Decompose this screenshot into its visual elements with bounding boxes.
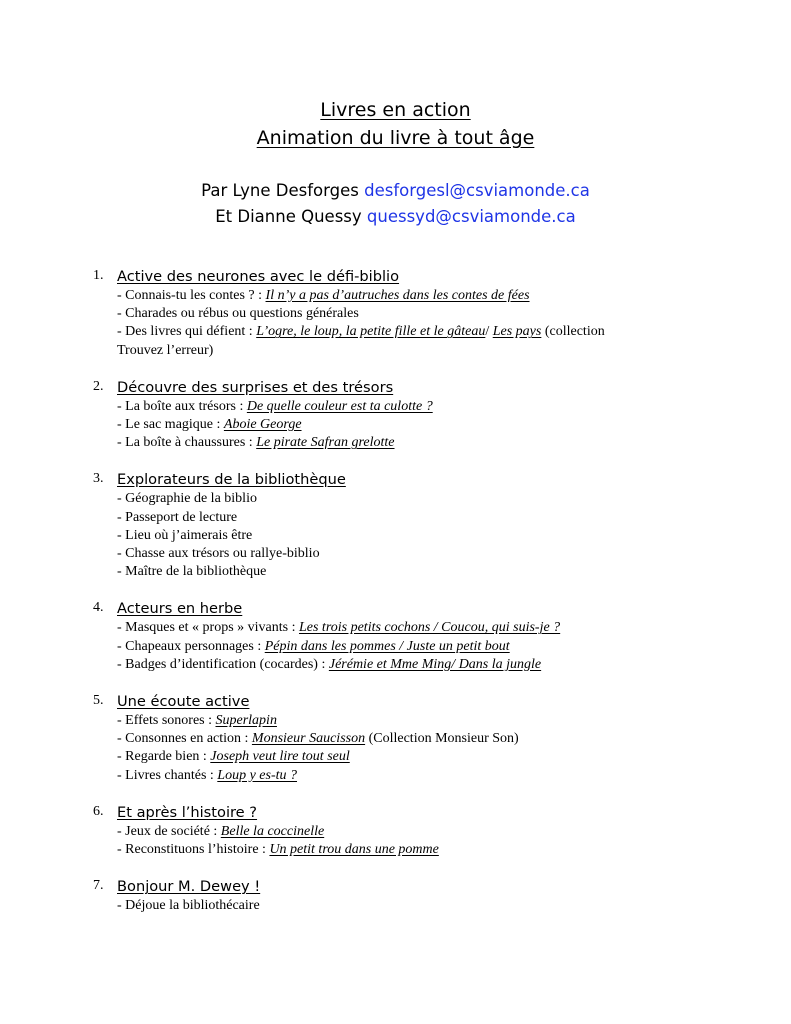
section-number: 1. [93, 268, 104, 283]
list-item [117, 509, 733, 527]
list-item [117, 841, 733, 859]
item-text: - Effets sonores : [117, 713, 216, 729]
item-text: - La boîte à chaussures : [117, 435, 257, 451]
list-item [117, 823, 733, 841]
book-title: Les trois petits cochons / Coucou, qui suis-je ? [298, 620, 561, 636]
section-heading: Active des neurones avec le défi-biblio [117, 268, 400, 285]
activity-list [93, 266, 733, 932]
book-title: De quelle couleur est ta culotte ? [246, 398, 433, 414]
list-item [117, 305, 733, 323]
item-note: (Collection Monsieur Son) [365, 731, 519, 747]
section-heading: Acteurs en herbe [117, 600, 243, 618]
book-title: Monsieur Saucisson [251, 731, 366, 747]
item-text: - Masques et « props » vivants : [117, 620, 299, 636]
list-item [117, 767, 733, 785]
book-title: L’ogre, le loup, la petite fille et le gâteau [256, 324, 486, 340]
list-item [117, 638, 733, 656]
book-title: Il n’y a pas d’autruches dans les contes de fées [265, 288, 530, 303]
section-number: 4. [93, 600, 104, 616]
item-text: - Jeux de société : [117, 823, 221, 839]
list-item [117, 897, 733, 915]
book-title: Superlapin [215, 713, 277, 729]
list-item [117, 527, 733, 545]
item-text: - Maître de la bibliothèque [117, 564, 267, 580]
list-item [117, 748, 733, 766]
section-number: 6. [93, 803, 104, 819]
list-item [117, 398, 733, 416]
item-note: (collection [541, 324, 605, 340]
book-title: Pépin dans les pommes / Juste un petit bout [264, 638, 510, 654]
item-text: - Connais-tu les contes ? : [117, 288, 266, 303]
list-section [93, 266, 733, 360]
book-title: Loup y es-tu ? [217, 767, 298, 783]
list-item [117, 563, 733, 581]
title-line-1: Livres en action [320, 99, 471, 121]
item-text: - Des livres qui défient : [117, 324, 257, 340]
list-section [93, 598, 733, 674]
section-number: 3. [93, 471, 104, 487]
section-heading: Bonjour M. Dewey ! [117, 878, 261, 896]
title-line-2: Animation du livre à tout âge [256, 127, 535, 149]
section-heading: Et après l’histoire ? [117, 803, 258, 821]
item-text: - Déjoue la bibliothécaire [117, 898, 260, 914]
author-2-name: Et Dianne Quessy [215, 207, 367, 226]
book-title: Aboie George [223, 417, 302, 433]
item-text: - Le sac magique : [117, 417, 224, 433]
book-title: Joseph veut lire tout seul [210, 749, 350, 765]
item-text: - Chapeaux personnages : [117, 638, 265, 654]
authors-block [0, 178, 791, 230]
author-2-email-link[interactable]: quessyd@csviamonde.ca [366, 207, 576, 226]
item-text: - Lieu où j’aimerais être [117, 527, 253, 543]
list-item [117, 287, 733, 305]
item-text: - Livres chantés : [117, 767, 218, 783]
list-item [117, 545, 733, 563]
list-item-continuation: Trouvez l’erreur) [117, 342, 214, 358]
list-item [117, 730, 733, 748]
section-number: 2. [93, 378, 104, 394]
list-section [93, 802, 733, 859]
list-section [93, 469, 733, 581]
section-heading: Une écoute active [117, 693, 250, 711]
item-text: - Passeport de lecture [117, 509, 238, 525]
author-1-name: Par Lyne Desforges [201, 181, 365, 200]
list-item [117, 490, 733, 508]
title-block [0, 96, 791, 152]
item-text: - Géographie de la biblio [117, 491, 257, 507]
author-2 [0, 204, 791, 230]
section-heading: Découvre des surprises et des trésors [117, 378, 394, 396]
item-separator: / [485, 324, 493, 340]
section-heading: Explorateurs de la bibliothèque [117, 471, 346, 489]
item-text: - Badges d’identification (cocardes) : [117, 656, 329, 672]
list-item [117, 619, 733, 637]
author-1 [0, 178, 791, 204]
list-item [117, 712, 733, 730]
section-number: 5. [93, 693, 104, 709]
author-1-email-link[interactable]: desforgesl@csviamonde.ca [364, 181, 590, 200]
list-section [93, 876, 733, 915]
list-section [93, 691, 733, 785]
item-text: - Regarde bien : [117, 749, 211, 765]
book-title: Belle la coccinelle [220, 823, 325, 839]
item-text: - Chasse aux trésors ou rallye-biblio [117, 546, 320, 562]
item-text: - Consonnes en action : [117, 731, 252, 747]
list-item [117, 416, 733, 434]
item-text: - La boîte aux trésors : [117, 398, 247, 414]
book-title: Les pays [492, 324, 542, 340]
book-title: Un petit trou dans une pomme [269, 842, 439, 858]
list-item [117, 434, 733, 452]
section-number: 7. [93, 878, 104, 894]
item-text: - Reconstituons l’histoire : [117, 842, 270, 858]
book-title: Le pirate Safran grelotte [256, 435, 395, 451]
list-section [93, 377, 733, 453]
book-title: Jérémie et Mme Ming/ Dans la jungle [328, 656, 542, 672]
item-text: - Charades ou rébus ou questions générales [117, 306, 359, 322]
list-item [117, 323, 733, 341]
list-item [117, 656, 733, 674]
